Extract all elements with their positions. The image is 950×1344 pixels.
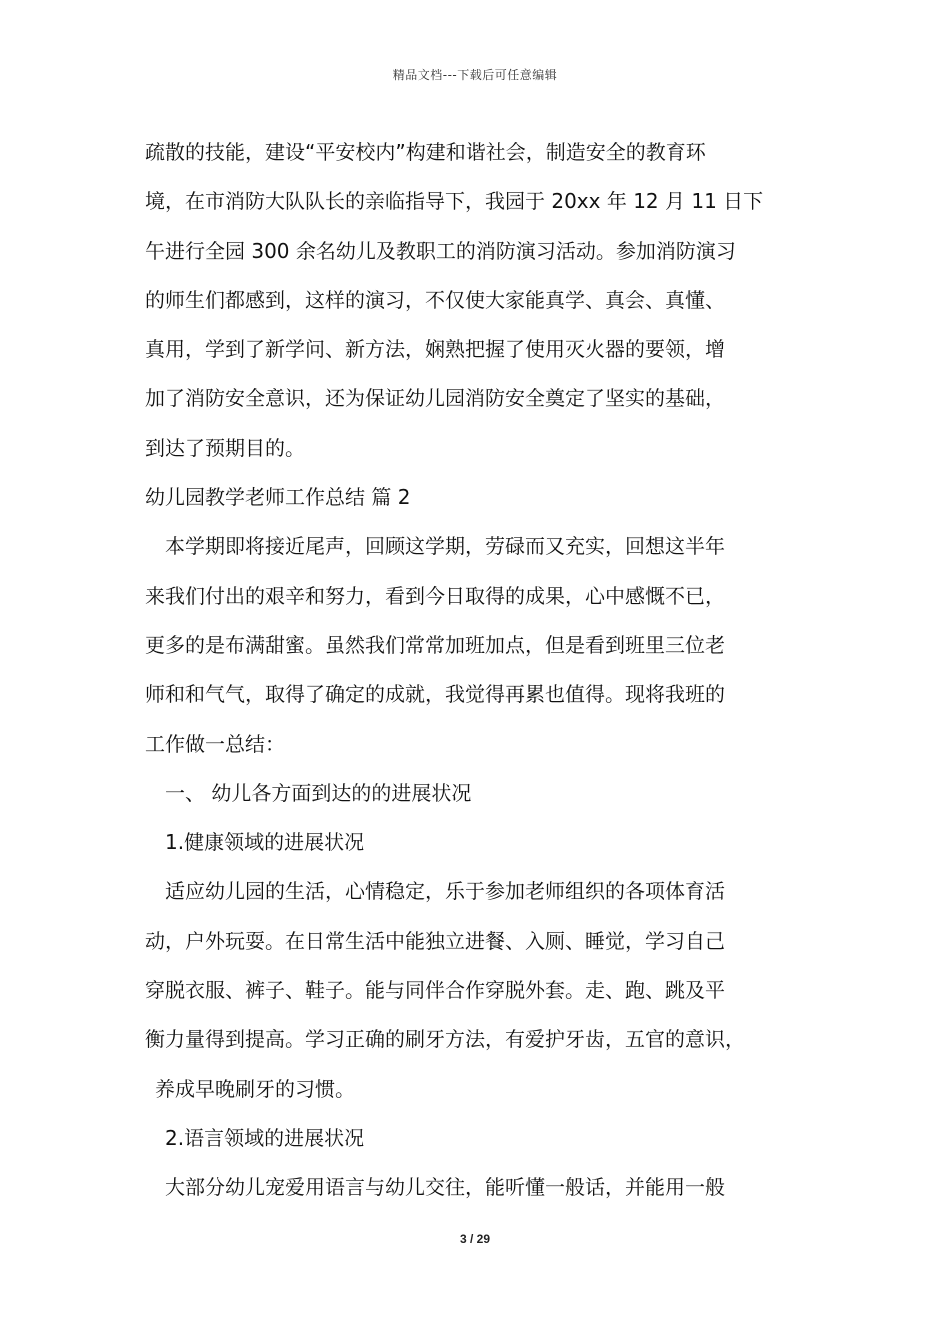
document-body [145,128,825,1213]
text-line: 大部分幼儿宠爱用语言与幼儿交往，能听懂一般话，并能用一般 [165,1175,725,1200]
page-number: 3 / 29 [459,1232,491,1246]
text-line: 来我们付出的艰辛和努力，看到今日取得的成果，心中感慨不已， [145,583,725,608]
text-line: 养成早晚刷牙的习惯。 [155,1076,355,1101]
text-line: 师和和气气，取得了确定的成就，我觉得再累也值得。现将我班的 [145,682,725,707]
text-line: 真用，学到了新学问、新方法，娴熟把握了使用灭火器的要领，增 [145,337,725,362]
text-line: 境，在市消防大队队长的亲临指导下，我园于 20xx 年 12 月 11 日下 [145,189,764,214]
text-line: 午进行全园 300 余名幼儿及教职工的消防演习活动。参加消防演习 [145,238,736,263]
text-line: 衡力量得到提高。学习正确的刷牙方法，有爱护牙齿，五官的意识， [145,1027,745,1052]
text-line: 疏散的技能，建设“平安校内”构建和谐社会，制造安全的教育环 [145,140,706,164]
text-line: 2.语言领域的进展状况 [165,1125,365,1150]
text-line: 穿脱衣服、裤子、鞋子。能与同伴合作穿脱外套。走、跑、跳及平 [145,978,725,1003]
text-line: 到达了预期目的。 [145,435,305,460]
text-line: 工作做一总结： [145,731,285,756]
text-line: 一、 幼儿各方面到达的的进展状况 [165,780,472,805]
text-line: 加了消防安全意识，还为保证幼儿园消防安全奠定了坚实的基础， [145,386,725,411]
text-line: 适应幼儿园的生活，心情稳定，乐于参加老师组织的各项体育活 [165,879,725,904]
text-line: 本学期即将接近尾声，回顾这学期，劳碌而又充实，回想这半年 [165,534,725,559]
page-header: 精品文档---下载后可任意编辑 [392,68,558,82]
text-line: 1.健康领域的进展状况 [165,830,365,855]
text-line: 动，户外玩耍。在日常生活中能独立进餐、入厕、睡觉，学习自己 [145,928,725,953]
text-line: 的师生们都感到，这样的演习，不仅使大家能真学、真会、真懂、 [145,287,725,312]
text-line: 幼儿园教学老师工作总结 篇 2 [145,485,411,510]
text-line: 更多的是布满甜蜜。虽然我们常常加班加点，但是看到班里三位老 [145,632,725,657]
